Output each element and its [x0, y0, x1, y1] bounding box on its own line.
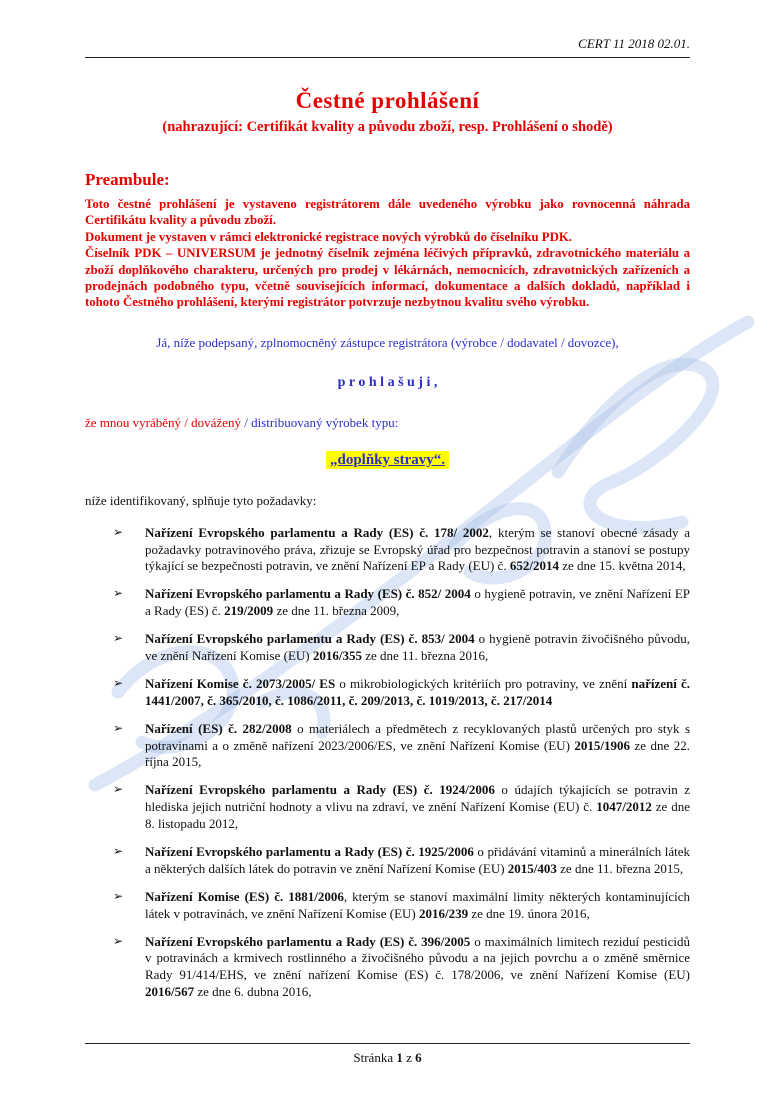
product-name-highlight: „doplňky stravy“.: [326, 451, 449, 469]
preamble-paragraph-2: Dokument je vystaven v rámci elektronické registrace nových výrobků do číselníku PDK.: [85, 229, 572, 244]
arrow-bullet-icon: ➢: [113, 843, 124, 858]
arrow-bullet-icon: ➢: [113, 888, 124, 903]
requirement-item: [113, 782, 690, 833]
arrow-bullet-icon: ➢: [113, 586, 124, 601]
requirement-text: Nařízení (ES) č. 282/2008 o materiálech a předmětech z recyklovaných plastů určených pro styk s potravinami a o změně nařízení 2023/2006/ES, ve znění Nařízení Komise (EU) 2015/1906 ze dne 22. října 2015,: [145, 720, 691, 770]
product-name-line: [85, 451, 690, 469]
declaration-follow: níže identifikovaný, splňuje tyto požadavky:: [85, 492, 317, 508]
page-subtitle: (nahrazující: Certifikát kvality a původu zboží, resp. Prohlášení o shodě): [162, 119, 613, 135]
arrow-bullet-icon: ➢: [113, 675, 124, 690]
requirement-item: [113, 525, 690, 576]
requirement-text: Nařízení Evropského parlamentu a Rady (ES) č. 396/2005 o maximálních limitech reziduí pesticidů v potravinách a krmivech rostlinného a živočišného původu a na jejich povrchu a o změně směrnice Rady 91/414/EHS, ve znění nařízení Komise (ES) č. 178/2006, ve znění Nařízení Komise (EU) 2016/567 ze dne 6. dubna 2016,: [145, 933, 691, 1000]
arrow-bullet-icon: ➢: [113, 782, 124, 797]
product-type-line: že mnou vyráběný / dovážený / distribuovaný výrobek typu:: [85, 414, 399, 430]
preamble-paragraph-1: Toto čestné prohlášení je vystaveno registrátorem dále uvedeného výrobku jako rovnocenná náhrada Certifikátu kvality a původu zboží.: [85, 197, 690, 228]
document-code: CERT 11 2018 02.01.: [578, 36, 690, 51]
preamble-paragraph-3: Číselník PDK – UNIVERSUM je jednotný číselník zejména léčivých přípravků, zdravotnického materiálu a zboží doplňkového charakteru, určených pro prodej v lékárnách, nemocnicích, zdravotnických zařízeních a prodejnách podobného typu, včetně souvisejících informací, dokumentace a dalších dokladů, například i tohoto Čestného prohlášení, kterými registrátor potvrzuje nezbytnou kvalitu svého výrobku.: [85, 246, 690, 310]
requirement-text: Nařízení Evropského parlamentu a Rady (ES) č. 1925/2006 o přidávání vitaminů a minerálních látek a některých dalších látek do potravin ve znění Nařízení Komise (EU) 2015/403 ze dne 11. března 2015,: [145, 843, 690, 876]
requirement-text: Nařízení Evropského parlamentu a Rady (ES) č. 1924/2006 o údajích týkajících se potravin z hlediska jejich nutriční hodnoty a vlivu na zdraví, ve znění Nařízení Komise (EU) č. 1047/2012 ze dne 8. listopadu 2012,: [145, 782, 690, 832]
requirement-text: Nařízení Komise (ES) č. 1881/2006, kterým se stanoví maximální limity některých kontaminujících látek v potravinách, ve znění Nařízení Komise (EU) 2016/239 ze dne 19. února 2016,: [145, 888, 690, 921]
requirement-item: [113, 631, 690, 665]
requirement-item: [113, 934, 690, 1002]
requirement-item: [113, 721, 690, 772]
declaration-verb: p r o h l a š u j i ,: [337, 374, 438, 390]
page-footer: [85, 1043, 690, 1066]
page-number: Stránka 1 z 6: [353, 1050, 422, 1065]
arrow-bullet-icon: ➢: [113, 631, 124, 646]
page-title: Čestné prohlášení: [295, 88, 480, 113]
preamble-heading: Preambule:: [85, 170, 170, 189]
requirement-item: [113, 844, 690, 878]
preamble-text: [85, 196, 690, 311]
footer-rule: [85, 1043, 690, 1044]
requirement-text: Nařízení Komise č. 2073/2005/ ES o mikrobiologických kritériích pro potraviny, ve znění nařízení č. 1441/2007, č. 365/2010, č. 1086/2011, č. 209/2013, č. 1019/2013, č. 217/2014: [145, 675, 690, 708]
header-rule: [85, 57, 690, 58]
arrow-bullet-icon: ➢: [113, 524, 124, 539]
declaration-intro: Já, níže podepsaný, zplnomocněný zástupce registrátora (výrobce / dodavatel / dovozce),: [156, 334, 619, 350]
requirement-text: Nařízení Evropského parlamentu a Rady (ES) č. 178/ 2002, kterým se stanoví obecné zásady a požadavky potravinového práva, zřizuje se Evropský úřad pro bezpečnost potravin a stanoví se postupy týkající se bezpečnosti potravin, ve znění Nařízení EP a Rady (EU) č. 652/2014 ze dne 15. května 2014,: [145, 524, 690, 574]
requirement-item: [113, 676, 690, 710]
requirement-text: Nařízení Evropského parlamentu a Rady (ES) č. 852/ 2004 o hygieně potravin, ve znění Nařízení EP a Rady (ES) č. 219/2009 ze dne 11. března 2009,: [145, 586, 690, 619]
arrow-bullet-icon: ➢: [113, 720, 124, 735]
requirement-item: [113, 586, 690, 620]
arrow-bullet-icon: ➢: [113, 933, 124, 948]
requirement-text: Nařízení Evropského parlamentu a Rady (ES) č. 853/ 2004 o hygieně potravin živočišného původu, ve znění Nařízení Komise (EU) 2016/355 ze dne 11. března 2016,: [145, 631, 690, 663]
requirements-list: [113, 525, 690, 1001]
requirement-item: [113, 889, 690, 923]
